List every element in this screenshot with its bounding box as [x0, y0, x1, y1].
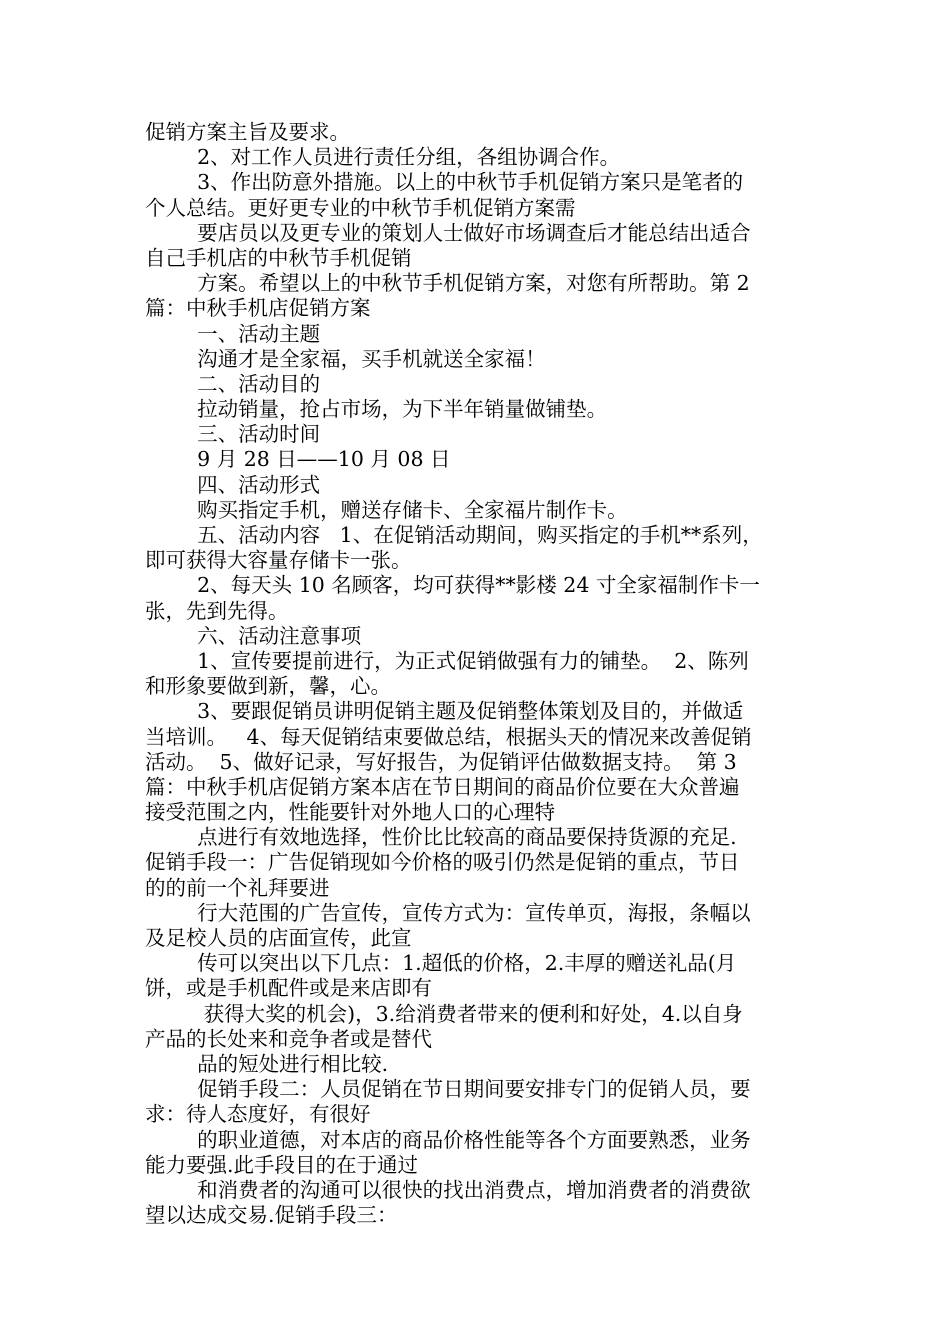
text-line: 及足校人员的店面宣传，此宣 [145, 926, 412, 950]
text-line: 五、活动内容 1、在促销活动期间，购买指定的手机**系列， [145, 523, 763, 547]
text-line: 产品的长处来和竞争者或是替代 [145, 1026, 432, 1051]
text-line: 要店员以及更专业的策划人士做好市场调查后才能总结出适合 [145, 220, 751, 245]
text-line: 2、每天头 10 名顾客，均可获得**影楼 24 寸全家福制作卡一 [145, 573, 760, 598]
text-line: 购买指定手机，赠送存储卡、全家福片制作卡。 [145, 497, 628, 522]
text-line: 篇：中秋手机店促销方案本店在节日期间的商品价位要在大众普遍 [145, 774, 740, 799]
text-line: 自己手机店的中秋节手机促销 [145, 245, 412, 270]
text-line: 饼，或是手机配件或是来店即有 [145, 976, 432, 1001]
text-line: 能力要强.此手段目的在于通过 [145, 1152, 419, 1177]
text-line: 即可获得大容量存储卡一张。 [145, 548, 412, 573]
text-line: 方案。希望以上的中秋节手机促销方案，对您有所帮助。第 2 [145, 271, 750, 296]
text-line: 促销手段一：广告促销现如今价格的吸引仍然是促销的重点，节日 [145, 850, 740, 875]
text-line: 的职业道德，对本店的商品价格性能等各个方面要熟悉，业务 [145, 1127, 751, 1152]
text-line: 3、要跟促销员讲明促销主题及促销整体策划及目的，并做适 [145, 699, 744, 724]
section-heading: 四、活动形式 [145, 472, 321, 497]
text-line: 和消费者的沟通可以很快的找出消费点，增加消费者的消费欲 [145, 1177, 751, 1202]
section-heading: 二、活动目的 [145, 371, 321, 396]
text-line: 拉动销量，抢占市场，为下半年销量做铺垫。 [145, 397, 608, 422]
text-line: 活动。 5、做好记录，写好报告，为促销评估做数据支持。 第 3 [145, 749, 737, 774]
text-line: 张，先到先得。 [145, 598, 289, 623]
section-heading: 六、活动注意事项 [145, 623, 362, 648]
text-line: 2、对工作人员进行责任分组，各组协调合作。 [145, 145, 621, 170]
text-line: 沟通才是全家福，买手机就送全家福！ [145, 346, 546, 371]
text-line: 当培训。 4、每天促销结束要做总结，根据头天的情况来改善促销 [145, 724, 752, 749]
text-line: 个人总结。更好更专业的中秋节手机促销方案需 [145, 195, 576, 220]
text-line: 接受范围之内，性能要针对外地人口的心理特 [145, 800, 555, 825]
text-line: 行大范围的广告宣传，宣传方式为：宣传单页，海报，条幅以 [145, 900, 751, 925]
text-line: 品的短处进行相比较. [145, 1051, 389, 1076]
text-line: 传可以突出以下几点：1.超低的价格，2.丰厚的赠送礼品(月 [145, 951, 737, 976]
text-line: 9 月 28 日——10 月 08 日 [145, 447, 451, 472]
text-line: 和形象要做到新，馨，心。 [145, 674, 391, 699]
section-heading: 一、活动主题 [145, 321, 321, 346]
text-line: 点进行有效地选择，性价比比较高的商品要保持货源的充足. [145, 825, 737, 850]
text-line: 的的前一个礼拜要进 [145, 875, 330, 900]
text-line: 促销手段二：人员促销在节日期间要安排专门的促销人员，要 [145, 1077, 751, 1102]
text-line: 求：待人态度好，有很好 [145, 1102, 371, 1127]
text-line: 获得大奖的机会)，3.给消费者带来的便利和好处，4.以自身 [145, 1001, 743, 1026]
text-line: 1、宣传要提前进行，为正式促销做强有力的铺垫。 2、陈列 [145, 648, 749, 673]
section-heading: 三、活动时间 [145, 422, 321, 447]
text-line: 促销方案主旨及要求。 [145, 120, 350, 144]
text-line: 3、作出防意外措施。以上的中秋节手机促销方案只是笔者的 [145, 170, 744, 195]
text-line: 篇：中秋手机店促销方案 [145, 296, 371, 321]
document-body [145, 120, 817, 1228]
text-line: 望以达成交易.促销手段三： [145, 1203, 398, 1228]
